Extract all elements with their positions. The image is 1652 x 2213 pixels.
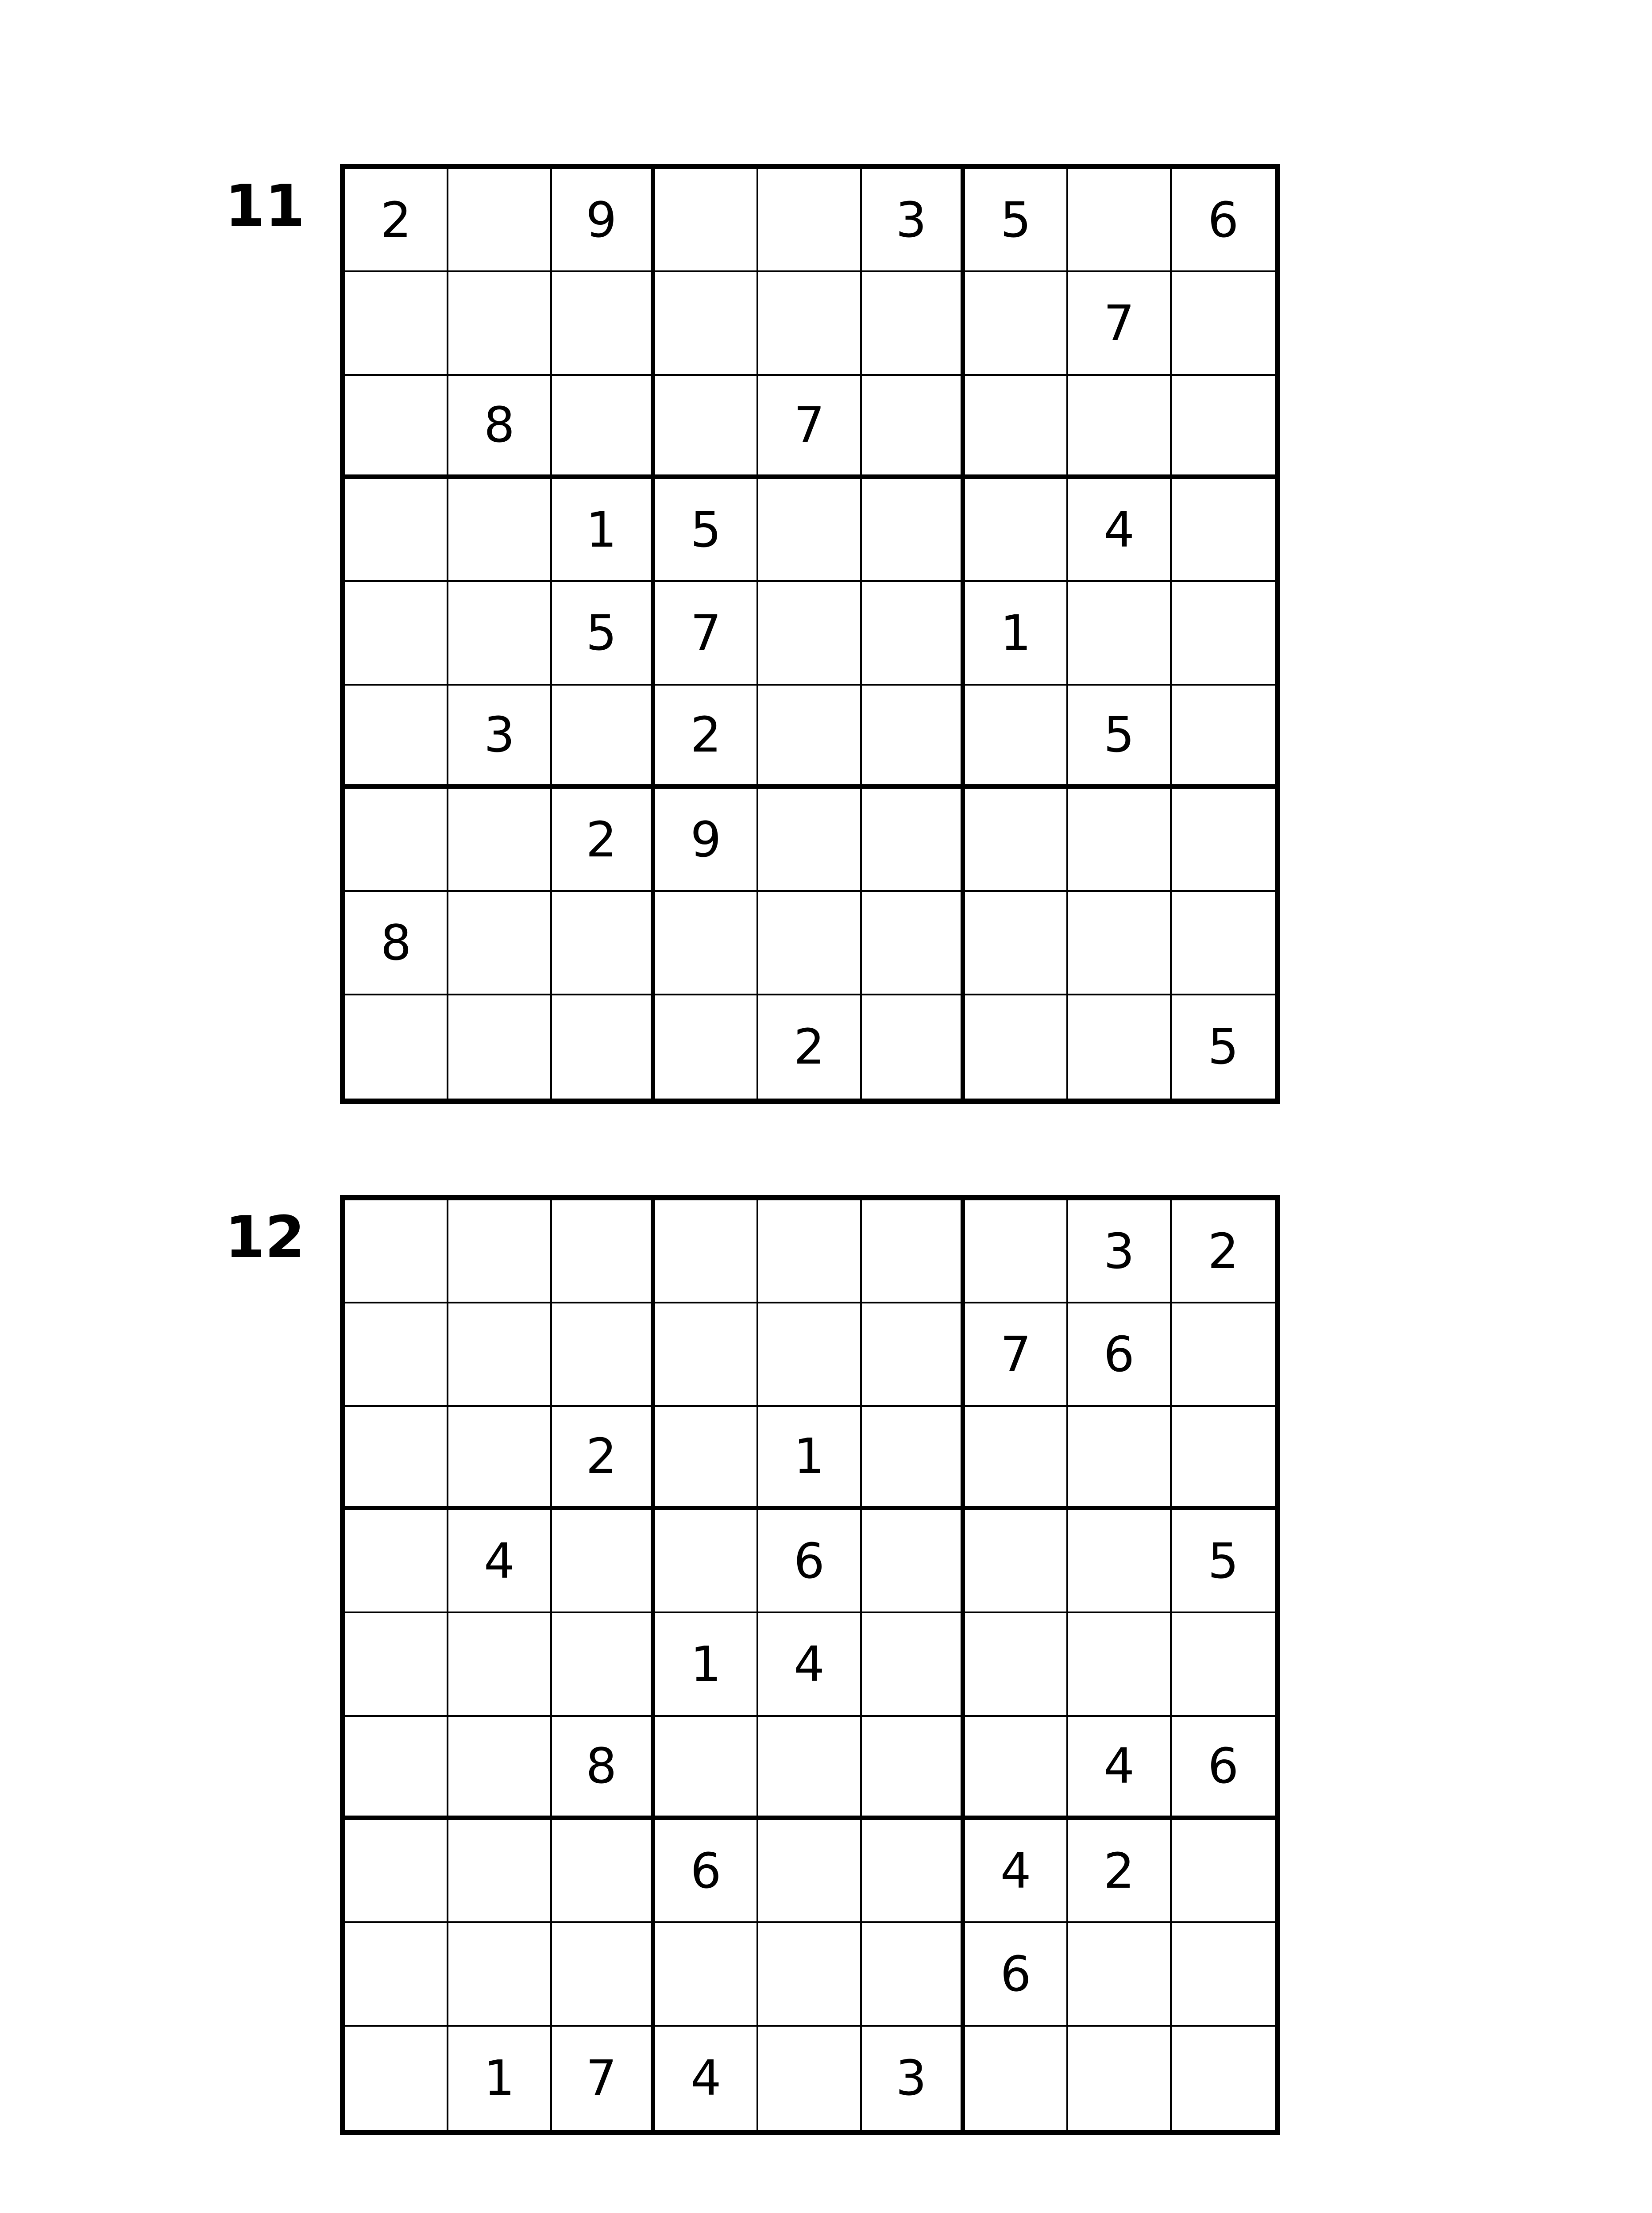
sudoku-cell[interactable]: 9 xyxy=(655,789,758,892)
sudoku-cell[interactable]: 3 xyxy=(862,2027,965,2130)
sudoku-cell[interactable] xyxy=(965,272,1068,375)
sudoku-cell[interactable] xyxy=(965,892,1068,995)
sudoku-cell[interactable] xyxy=(1172,582,1275,685)
sudoku-cell[interactable] xyxy=(758,169,861,272)
sudoku-cell[interactable] xyxy=(345,1613,448,1716)
sudoku-cell[interactable] xyxy=(552,686,655,789)
sudoku-cell[interactable] xyxy=(1172,376,1275,479)
sudoku-cell[interactable] xyxy=(448,1407,552,1510)
sudoku-cell[interactable] xyxy=(1068,2027,1171,2130)
sudoku-cell[interactable] xyxy=(862,1613,965,1716)
sudoku-cell[interactable]: 9 xyxy=(552,169,655,272)
sudoku-cell[interactable] xyxy=(862,1510,965,1613)
sudoku-cell[interactable]: 1 xyxy=(758,1407,861,1510)
sudoku-cell[interactable] xyxy=(758,1200,861,1303)
sudoku-cell[interactable] xyxy=(965,1407,1068,1510)
sudoku-cell[interactable] xyxy=(1172,892,1275,995)
sudoku-cell[interactable]: 5 xyxy=(552,582,655,685)
sudoku-cell[interactable] xyxy=(965,1510,1068,1613)
sudoku-cell[interactable] xyxy=(1068,892,1171,995)
sudoku-cell[interactable] xyxy=(862,479,965,582)
sudoku-cell[interactable] xyxy=(965,1717,1068,1820)
sudoku-cell[interactable] xyxy=(448,1923,552,2026)
sudoku-cell[interactable] xyxy=(655,1717,758,1820)
puzzle-number: 11 xyxy=(225,172,305,239)
sudoku-cell[interactable] xyxy=(862,582,965,685)
sudoku-cell[interactable]: 6 xyxy=(1172,1717,1275,1820)
sudoku-cell[interactable] xyxy=(1068,376,1171,479)
sudoku-cell[interactable]: 6 xyxy=(758,1510,861,1613)
sudoku-cell[interactable] xyxy=(862,789,965,892)
sudoku-cell[interactable] xyxy=(1172,686,1275,789)
sudoku-cell[interactable] xyxy=(345,995,448,1099)
sudoku-cell[interactable]: 6 xyxy=(965,1923,1068,2026)
sudoku-cell[interactable] xyxy=(758,272,861,375)
sudoku-cell[interactable] xyxy=(345,272,448,375)
sudoku-cell[interactable] xyxy=(552,1613,655,1716)
sudoku-cell[interactable]: 3 xyxy=(862,169,965,272)
sudoku-cell[interactable] xyxy=(1068,1613,1171,1716)
sudoku-cell[interactable] xyxy=(345,1303,448,1407)
sudoku-cell[interactable] xyxy=(552,1200,655,1303)
sudoku-cell[interactable] xyxy=(862,1923,965,2026)
sudoku-cell[interactable]: 2 xyxy=(552,1407,655,1510)
sudoku-cell[interactable]: 3 xyxy=(1068,1200,1171,1303)
sudoku-cell[interactable] xyxy=(655,892,758,995)
sudoku-cell[interactable] xyxy=(758,1923,861,2026)
sudoku-cell[interactable] xyxy=(448,582,552,685)
sudoku-cell[interactable] xyxy=(758,686,861,789)
sudoku-cell[interactable] xyxy=(655,1200,758,1303)
sudoku-cell[interactable] xyxy=(965,1613,1068,1716)
sudoku-cell[interactable] xyxy=(552,376,655,479)
sudoku-cell[interactable] xyxy=(345,1407,448,1510)
sudoku-cell[interactable] xyxy=(345,376,448,479)
sudoku-cell[interactable]: 5 xyxy=(655,479,758,582)
sudoku-cell[interactable] xyxy=(655,1303,758,1407)
sudoku-cell[interactable] xyxy=(552,995,655,1099)
sudoku-cell[interactable] xyxy=(655,169,758,272)
sudoku-cell[interactable]: 2 xyxy=(345,169,448,272)
sudoku-cell[interactable] xyxy=(345,479,448,582)
sudoku-cell[interactable]: 7 xyxy=(655,582,758,685)
sudoku-cell[interactable] xyxy=(1172,1613,1275,1716)
sudoku-cell[interactable] xyxy=(1172,2027,1275,2130)
sudoku-cell[interactable] xyxy=(862,1303,965,1407)
sudoku-cell[interactable] xyxy=(448,479,552,582)
sudoku-cell[interactable] xyxy=(862,1820,965,1923)
sudoku-cell[interactable] xyxy=(552,1510,655,1613)
sudoku-cell[interactable] xyxy=(758,582,861,685)
sudoku-cell[interactable]: 1 xyxy=(448,2027,552,2130)
sudoku-cell[interactable] xyxy=(552,272,655,375)
sudoku-cell[interactable]: 5 xyxy=(1172,1510,1275,1613)
sudoku-cell[interactable]: 7 xyxy=(552,2027,655,2130)
sudoku-cell[interactable] xyxy=(965,686,1068,789)
sudoku-cell[interactable] xyxy=(1068,1407,1171,1510)
sudoku-cell[interactable] xyxy=(965,2027,1068,2130)
sudoku-cell[interactable] xyxy=(345,2027,448,2130)
sudoku-cell[interactable] xyxy=(448,1303,552,1407)
sudoku-cell[interactable] xyxy=(1172,1303,1275,1407)
sudoku-cell[interactable] xyxy=(965,376,1068,479)
sudoku-cell[interactable] xyxy=(862,995,965,1099)
sudoku-cell[interactable]: 4 xyxy=(758,1613,861,1716)
sudoku-cell[interactable] xyxy=(345,1510,448,1613)
sudoku-cell[interactable] xyxy=(1172,272,1275,375)
sudoku-cell[interactable]: 7 xyxy=(758,376,861,479)
sudoku-cell[interactable] xyxy=(758,1717,861,1820)
sudoku-cell[interactable]: 8 xyxy=(345,892,448,995)
sudoku-cell[interactable] xyxy=(758,1820,861,1923)
sudoku-cell[interactable]: 4 xyxy=(1068,479,1171,582)
puzzle-number: 12 xyxy=(225,1203,305,1271)
sudoku-cell[interactable] xyxy=(448,892,552,995)
sudoku-cell[interactable]: 2 xyxy=(552,789,655,892)
sudoku-cell[interactable] xyxy=(1068,995,1171,1099)
sudoku-cell[interactable]: 5 xyxy=(965,169,1068,272)
sudoku-cell[interactable] xyxy=(448,169,552,272)
sudoku-cell[interactable] xyxy=(862,1200,965,1303)
sudoku-cell[interactable] xyxy=(758,479,861,582)
sudoku-cell[interactable] xyxy=(655,1510,758,1613)
sudoku-cell[interactable] xyxy=(758,2027,861,2130)
sudoku-cell[interactable] xyxy=(655,272,758,375)
sudoku-cell[interactable] xyxy=(552,1820,655,1923)
sudoku-cell[interactable] xyxy=(1172,479,1275,582)
sudoku-cell[interactable] xyxy=(862,272,965,375)
sudoku-cell[interactable] xyxy=(448,272,552,375)
sudoku-cell[interactable] xyxy=(345,582,448,685)
sudoku-cell[interactable] xyxy=(758,789,861,892)
sudoku-cell[interactable]: 6 xyxy=(1068,1303,1171,1407)
sudoku-cell[interactable]: 2 xyxy=(1172,1200,1275,1303)
sudoku-cell[interactable] xyxy=(1068,1923,1171,2026)
sudoku-cell[interactable] xyxy=(448,789,552,892)
sudoku-cell[interactable] xyxy=(1068,1510,1171,1613)
sudoku-cell[interactable] xyxy=(345,1717,448,1820)
sudoku-cell[interactable] xyxy=(345,686,448,789)
sudoku-cell[interactable] xyxy=(448,1820,552,1923)
sudoku-cell[interactable] xyxy=(448,1613,552,1716)
sudoku-cell[interactable] xyxy=(965,479,1068,582)
sudoku-cell[interactable]: 4 xyxy=(655,2027,758,2130)
sudoku-cell[interactable] xyxy=(1172,1820,1275,1923)
sudoku-cell[interactable] xyxy=(862,376,965,479)
sudoku-cell[interactable] xyxy=(1068,169,1171,272)
sudoku-grid xyxy=(340,1195,1280,2135)
sudoku-cell[interactable] xyxy=(965,995,1068,1099)
sudoku-cell[interactable]: 4 xyxy=(448,1510,552,1613)
sudoku-cell[interactable] xyxy=(965,789,1068,892)
sudoku-cell[interactable] xyxy=(552,1923,655,2026)
sudoku-cell[interactable]: 2 xyxy=(655,686,758,789)
sudoku-cell[interactable] xyxy=(862,1717,965,1820)
sudoku-cell[interactable]: 5 xyxy=(1208,1018,1239,1076)
sudoku-cell[interactable]: 8 xyxy=(552,1717,655,1820)
sudoku-cell[interactable] xyxy=(862,1407,965,1510)
sudoku-cell[interactable]: 6 xyxy=(655,1820,758,1923)
sudoku-cell[interactable]: 4 xyxy=(965,1820,1068,1923)
sudoku-cell[interactable]: 2 xyxy=(758,995,861,1099)
sudoku-cell[interactable] xyxy=(758,1303,861,1407)
sudoku-cell[interactable]: 5 xyxy=(1068,686,1171,789)
sudoku-cell[interactable] xyxy=(448,1717,552,1820)
sudoku-cell[interactable] xyxy=(1172,1923,1275,2026)
sudoku-cell[interactable] xyxy=(758,892,861,995)
sudoku-cell[interactable] xyxy=(552,892,655,995)
sudoku-cell[interactable]: 1 xyxy=(655,1613,758,1716)
sudoku-cell[interactable] xyxy=(655,1407,758,1510)
sudoku-cell[interactable] xyxy=(655,1923,758,2026)
sudoku-cell[interactable]: 4 xyxy=(1068,1717,1171,1820)
sudoku-cell[interactable]: 6 xyxy=(1172,169,1275,272)
sudoku-cell[interactable] xyxy=(1068,789,1171,892)
sudoku-cell[interactable]: 8 xyxy=(448,376,552,479)
sudoku-cell[interactable]: 1 xyxy=(965,582,1068,685)
sudoku-cell[interactable] xyxy=(655,376,758,479)
sudoku-cell[interactable] xyxy=(1172,1407,1275,1510)
sudoku-cell[interactable]: 7 xyxy=(1068,272,1171,375)
sudoku-cell[interactable] xyxy=(655,995,758,1099)
sudoku-cell[interactable] xyxy=(345,1820,448,1923)
sudoku-cell[interactable] xyxy=(448,995,552,1099)
sudoku-cell[interactable] xyxy=(552,1303,655,1407)
sudoku-cell[interactable] xyxy=(1172,789,1275,892)
sudoku-cell[interactable] xyxy=(1068,582,1171,685)
sudoku-cell[interactable]: 2 xyxy=(1068,1820,1171,1923)
sudoku-cell[interactable] xyxy=(345,1200,448,1303)
sudoku-cell[interactable] xyxy=(448,1200,552,1303)
sudoku-cell[interactable] xyxy=(862,892,965,995)
sudoku-cell[interactable] xyxy=(862,686,965,789)
sudoku-cell[interactable] xyxy=(965,1200,1068,1303)
sudoku-cell[interactable]: 7 xyxy=(965,1303,1068,1407)
sudoku-cell[interactable] xyxy=(345,1923,448,2026)
sudoku-cell[interactable]: 1 xyxy=(552,479,655,582)
sudoku-grid xyxy=(340,164,1280,1104)
sudoku-cell[interactable]: 3 xyxy=(448,686,552,789)
sudoku-cell[interactable] xyxy=(345,789,448,892)
